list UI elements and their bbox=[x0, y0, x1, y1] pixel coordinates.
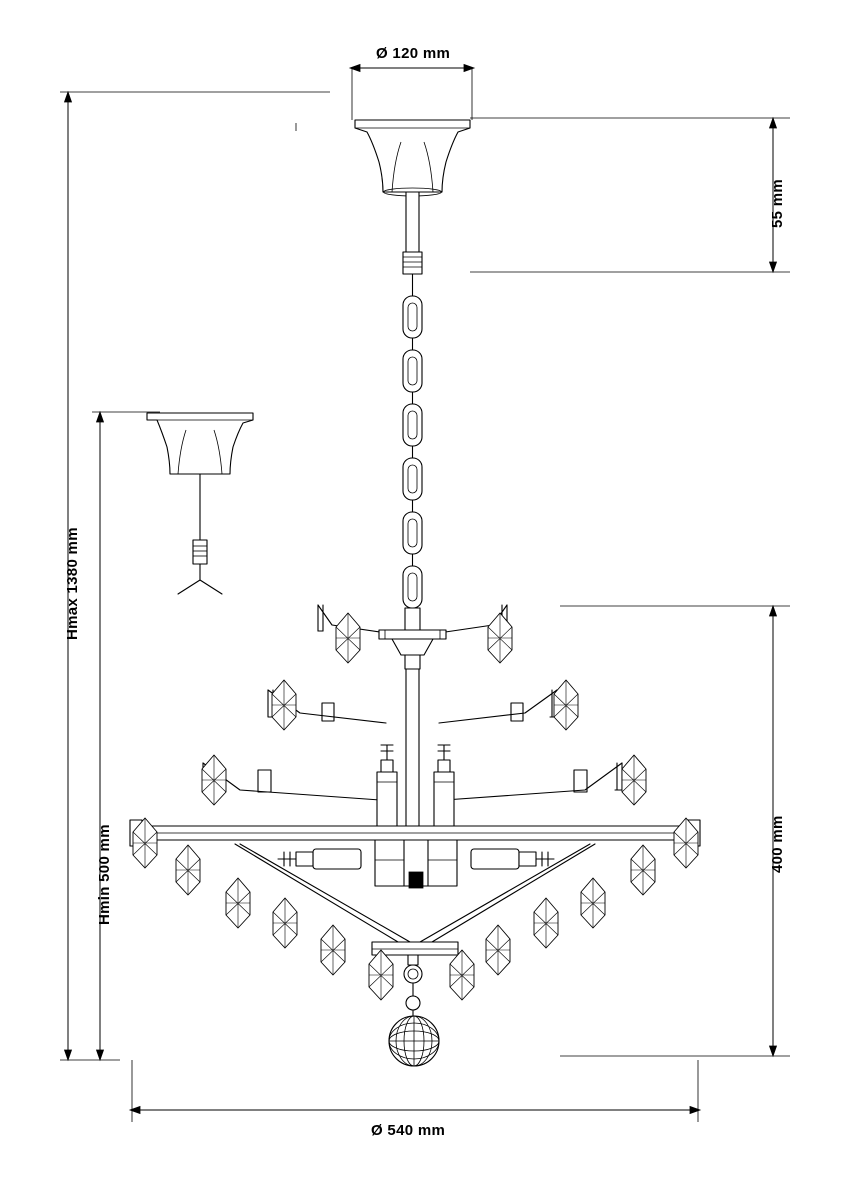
crystal bbox=[631, 845, 655, 895]
label-body-height: 400 mm bbox=[769, 815, 786, 873]
ceiling-canopy bbox=[355, 120, 470, 196]
crystal bbox=[486, 925, 510, 975]
crystal bbox=[226, 878, 250, 928]
dim-height-min bbox=[92, 412, 160, 1060]
label-height-max: Hmax 1380 mm bbox=[64, 527, 81, 640]
label-overall-diameter: Ø 540 mm bbox=[371, 1122, 446, 1139]
center-body-block bbox=[278, 840, 554, 888]
crystal bbox=[321, 925, 345, 975]
crystal bbox=[622, 755, 646, 805]
label-canopy-height: 55 mm bbox=[769, 178, 786, 228]
crystal bbox=[581, 878, 605, 928]
crystal bbox=[202, 755, 226, 805]
dimension-lines bbox=[60, 65, 790, 1123]
label-height-min: Hmin 500 mm bbox=[96, 824, 113, 925]
crystal bbox=[450, 950, 474, 1000]
crystal bbox=[272, 680, 296, 730]
alternate-canopy-detail bbox=[147, 413, 253, 594]
bottom-finial bbox=[389, 955, 439, 1066]
crystal bbox=[273, 898, 297, 948]
dim-overall-diameter bbox=[130, 1060, 700, 1122]
dim-top-diameter bbox=[350, 65, 474, 121]
crystal bbox=[488, 613, 512, 663]
crystal bbox=[554, 680, 578, 730]
chain-links bbox=[403, 296, 422, 608]
crystal bbox=[336, 613, 360, 663]
crystal bbox=[534, 898, 558, 948]
crystal bbox=[176, 845, 200, 895]
dim-canopy-height bbox=[470, 118, 790, 272]
label-top-diameter: Ø 120 mm bbox=[376, 45, 451, 62]
crystal bbox=[369, 950, 393, 1000]
suspension-chain bbox=[403, 192, 422, 636]
